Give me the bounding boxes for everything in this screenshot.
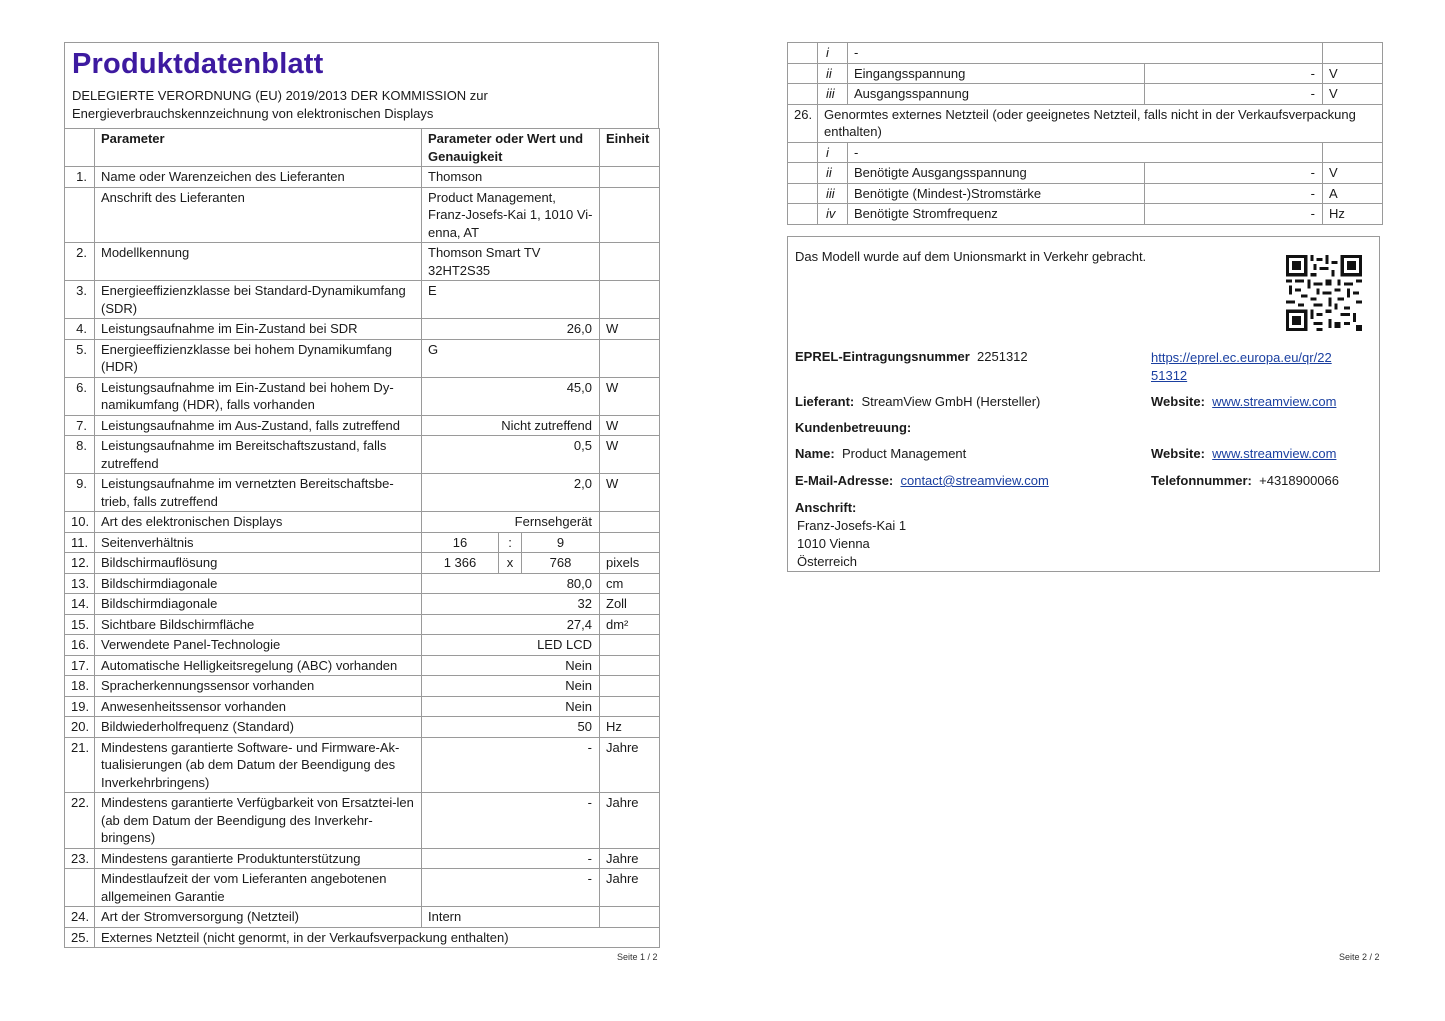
- support-heading: Kundenbetreuung:: [795, 420, 912, 435]
- table-row: ii Eingangsspannung - V: [788, 63, 1383, 84]
- regulation-subtitle: DELEGIERTE VERORDNUNG (EU) 2019/2013 DER KOMMISSION zur Energieverbrauchskennzeichnung von elektronischen Displays: [72, 88, 488, 121]
- header-unit: Einheit: [600, 129, 660, 167]
- page-title: Produktdatenblatt: [72, 48, 324, 80]
- website2-link[interactable]: www.streamview.com: [1212, 446, 1337, 461]
- table-row: 17. Automatische Helligkeitsregelung (ABC) vorhanden Nein: [65, 655, 660, 676]
- website-row: Website: www.streamview.com: [1151, 394, 1337, 409]
- table-row: 6. Leistungsaufnahme im Ein-Zustand bei hohem Dy-namikumfang (HDR), falls vorhanden 45,0 W: [65, 377, 660, 415]
- table-row: Mindestlaufzeit der vom Lieferanten angebotenen allgemeinen Garantie - Jahre: [65, 869, 660, 907]
- table-row: 23. Mindestens garantierte Produktunterstützung - Jahre: [65, 848, 660, 869]
- table-row: 5. Energieeffizienzklasse bei hohem Dynamikumfang (HDR) G: [65, 339, 660, 377]
- table-row: 16. Verwendete Panel-Technologie LED LCD: [65, 635, 660, 656]
- table-row: ii Benötigte Ausgangsspannung - V: [788, 163, 1383, 184]
- page-number-2: Seite 2 / 2: [1339, 952, 1380, 962]
- table-row: 14. Bildschirmdiagonale 32 Zoll: [65, 594, 660, 615]
- table-row: 11. Seitenverhältnis 16 : 9: [65, 532, 660, 553]
- table-row: i -: [788, 43, 1383, 64]
- table-row: 2. Modellkennung Thomson Smart TV 32HT2S35: [65, 243, 660, 281]
- table-row: 4. Leistungsaufnahme im Ein-Zustand bei SDR 26,0 W: [65, 319, 660, 340]
- contact-name-row: Name: Product Management: [795, 446, 967, 461]
- table-row: iv Benötigte Stromfrequenz - Hz: [788, 204, 1383, 225]
- header-parameter: Parameter: [95, 129, 422, 167]
- table-row: i -: [788, 142, 1383, 163]
- table-row: 13. Bildschirmdiagonale 80,0 cm: [65, 573, 660, 594]
- table-row: 10. Art des elektronischen Displays Fernsehgerät: [65, 512, 660, 533]
- header-value: Parameter oder Wert und Genauigkeit: [422, 129, 600, 167]
- table-row: 18. Spracherkennungssensor vorhanden Nein: [65, 676, 660, 697]
- page-number: Seite 1 / 2: [617, 952, 658, 962]
- table-row: 19. Anwesenheitssensor vorhanden Nein: [65, 696, 660, 717]
- website2-row: Website: www.streamview.com: [1151, 446, 1337, 461]
- table-row: Anschrift des Lieferanten Product Management, Franz-Josefs-Kai 1, 1010 Vi-enna, AT: [65, 187, 660, 243]
- qr-code-icon[interactable]: [1286, 255, 1362, 331]
- page-2: [787, 42, 1382, 225]
- email-link[interactable]: contact@streamview.com: [900, 473, 1049, 488]
- table-row: iii Ausgangsspannung - V: [788, 84, 1383, 105]
- table-row: 22. Mindestens garantierte Verfügbarkeit von Ersatztei-len (ab dem Datum der Beendigung des Inverkehr-bringens) - Jahre: [65, 793, 660, 849]
- spec-table: [64, 128, 660, 948]
- table-row: 21. Mindestens garantierte Software- und Firmware-Ak-tualisierungen (ab dem Datum der Beendigung des Inverkehrbringens) - Jahre: [65, 737, 660, 793]
- table-row: 24. Art der Stromversorgung (Netzteil) Intern: [65, 907, 660, 928]
- table-row: 15. Sichtbare Bildschirmfläche 27,4 dm²: [65, 614, 660, 635]
- table-row: 25. Externes Netzteil (nicht genormt, in der Verkaufsverpackung enthalten): [65, 927, 660, 948]
- phone-row: Telefonnummer: +4318900066: [1151, 473, 1340, 488]
- title-box: [64, 42, 659, 128]
- supplier-info-box: [787, 236, 1380, 572]
- page-1: [64, 42, 659, 962]
- email-row: E-Mail-Adresse: contact@streamview.com: [795, 473, 1049, 488]
- table-row: 7. Leistungsaufnahme im Aus-Zustand, falls zutreffend Nicht zutreffend W: [65, 415, 660, 436]
- website-link[interactable]: www.streamview.com: [1212, 394, 1337, 409]
- table-row: 8. Leistungsaufnahme im Bereitschaftszustand, falls zutreffend 0,5 W: [65, 436, 660, 474]
- table-row: 26. Genormtes externes Netzteil (oder geeignetes Netzteil, falls nicht in der Verkaufsverpackung enthalten): [788, 104, 1383, 142]
- table-row: iii Benötigte (Mindest-)Stromstärke - A: [788, 183, 1383, 204]
- supplier-row: Lieferant: StreamView GmbH (Hersteller): [795, 394, 1041, 409]
- table-row: 1. Name oder Warenzeichen des Lieferanten Thomson: [65, 167, 660, 188]
- eprel-row: EPREL-Eintragungsnummer 2251312: [795, 349, 1028, 364]
- market-statement: Das Modell wurde auf dem Unionsmarkt in Verkehr gebracht.: [795, 249, 1147, 264]
- table-row: 20. Bildwiederholfrequenz (Standard) 50 Hz: [65, 717, 660, 738]
- spec-table-continued: [787, 42, 1383, 225]
- table-row: 12. Bildschirmauflösung 1 366 x 768 pixels: [65, 553, 660, 574]
- address-block: Anschrift: Franz-Josefs-Kai 1 1010 Vienna Österreich: [795, 500, 907, 569]
- table-header-row: [65, 129, 660, 167]
- table-row: 9. Leistungsaufnahme im vernetzten Bereitschaftsbe-trieb, falls zutreffend 2,0 W: [65, 474, 660, 512]
- table-row: 3. Energieeffizienzklasse bei Standard-Dynamikumfang (SDR) E: [65, 281, 660, 319]
- eprel-link[interactable]: https://eprel.ec.europa.eu/qr/22 51312: [1151, 350, 1332, 383]
